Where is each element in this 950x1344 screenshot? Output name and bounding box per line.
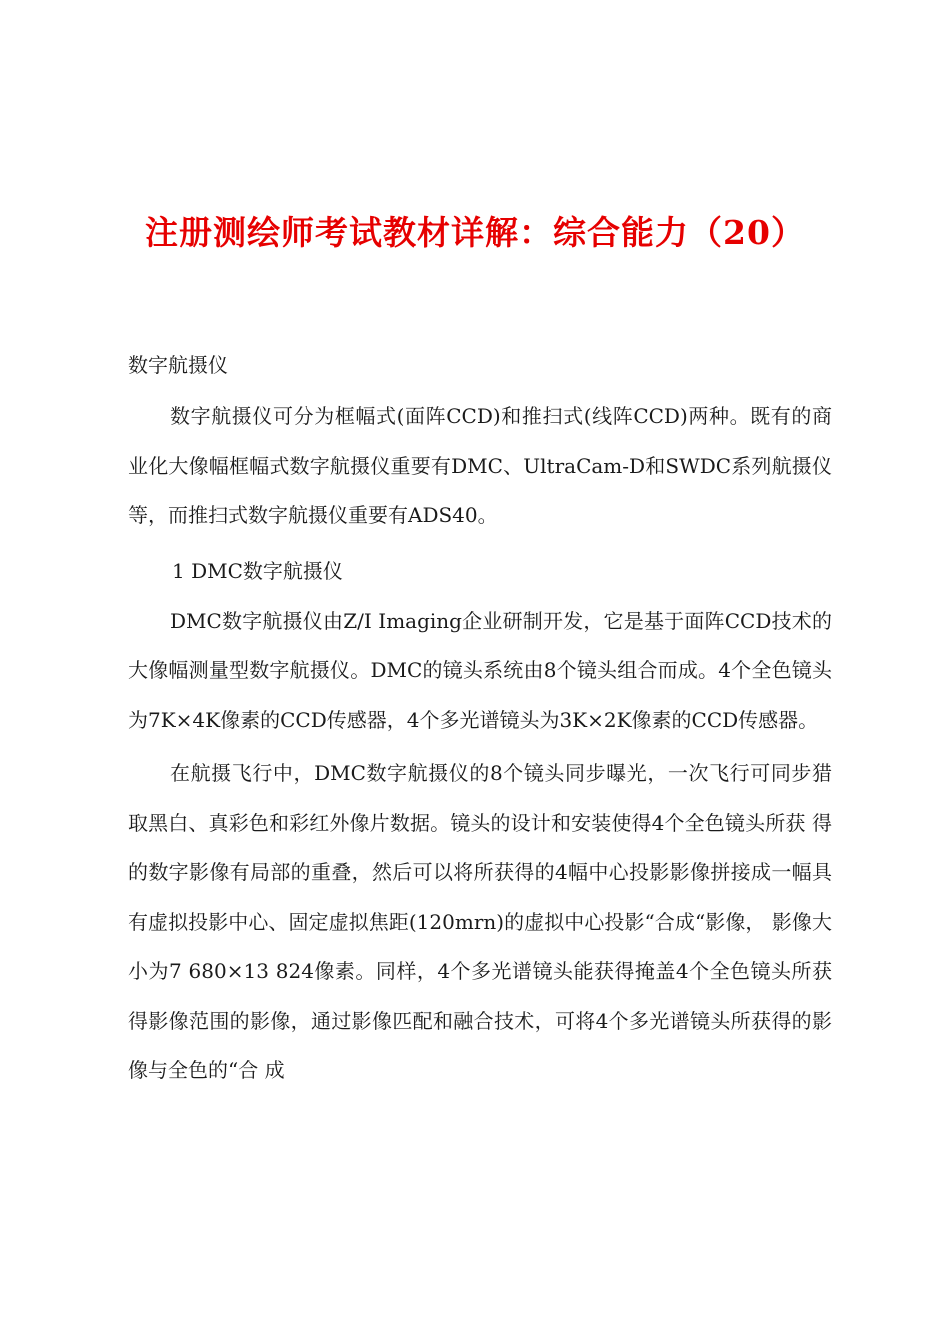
- section-heading: 数字航摄仪: [128, 353, 228, 377]
- paragraph-dmc-flight: 在航摄飞行中，DMC数字航摄仪的8个镜头同步曝光，一次飞行可同步猎取黑白、真彩色和彩红外像片数据。镜头的设计和安装使得4个全色镜头所获 得的数字影像有局部的重叠，然后可以将所获得的4幅中心投影影像拼接成一幅具有虚拟投影中心、固定虚拟焦距(120mrn)的虚拟中心投影“合成“影像， 影像大小为7 680×13 824像素。同样，4个多光谱镜头能获得掩盖4个全色镜头所获得影像范围的影像，通过影像匹配和融合技术，可将4个多光谱镜头所获得的影像与全色的“合 成: [128, 761, 832, 1082]
- document-title: 注册测绘师考试教材详解：综合能力（20）: [145, 213, 805, 252]
- subsection-heading-dmc: 1 DMC数字航摄仪: [172, 558, 343, 583]
- paragraph-dmc-overview: DMC数字航摄仪由Z/I Imaging企业研制开发，它是基于面阵CCD技术的大像幅测量型数字航摄仪。DMC的镜头系统由8个镜头组合而成。4个全色镜头为7K×4K像素的CCD传感器，4个多光谱镜头为3K×2K像素的CCD传感器。: [128, 608, 832, 732]
- document-body: [128, 343, 832, 1096]
- paragraph-intro: 数字航摄仪可分为框幅式(面阵CCD)和推扫式(线阵CCD)两种。既有的商业化大像幅框幅式数字航摄仪重要有DMC、UltraCam-D和SWDC系列航摄仪等，而推扫式数字航摄仪重要有ADS40。: [128, 404, 832, 527]
